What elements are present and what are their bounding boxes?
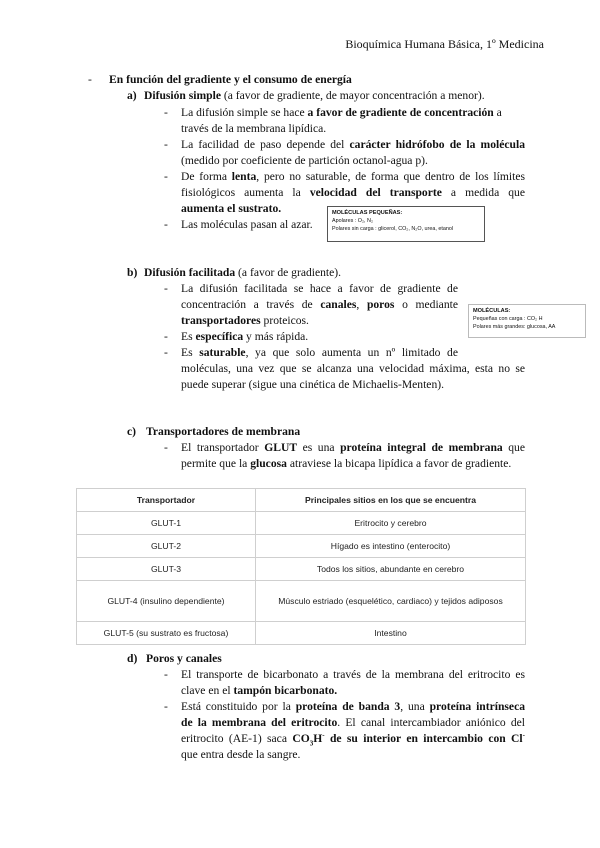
section-bullet: -	[88, 73, 92, 86]
item-c-label: c)	[127, 425, 137, 438]
table-cell: Todos los sitios, abundante en cerebro	[256, 558, 526, 581]
bullet-dash: -	[164, 138, 168, 151]
table-header-row	[77, 489, 526, 512]
bullet-dash: -	[164, 106, 168, 119]
a-bullet-3: De forma lenta, pero no saturable, de forma que dentro de los límites fisiológicos aumenta la velocidad del transporte a medida que aumenta el sustrato.	[181, 170, 525, 215]
table-cell: Eritrocito y cerebro	[256, 512, 526, 535]
b-bullet-1: La difusión facilitada se hace a favor de gradiente de concentración a través de canales, poros o mediante transportadores proteicos.	[181, 282, 458, 327]
bullet-dash: -	[164, 346, 168, 359]
item-b-heading	[144, 265, 341, 281]
bullet-dash: -	[164, 441, 168, 454]
item-a-label: a)	[127, 89, 137, 102]
page-header: Bioquímica Humana Básica, 1º Medicina	[345, 37, 544, 51]
table-row	[77, 622, 526, 645]
table-cell: GLUT-5 (su sustrato es fructosa)	[77, 622, 256, 645]
item-d-label: d)	[127, 652, 138, 665]
item-d-title: Poros y canales	[146, 652, 222, 665]
bullet-dash: -	[164, 282, 168, 295]
a-bullet-1: La difusión simple se hace a favor de gradiente de concentración a través de la membrana lipídica.	[181, 106, 502, 135]
b-bullet-2: Es específica y más rápida.	[181, 330, 309, 343]
table-row	[77, 581, 526, 622]
table-header: Principales sitios en los que se encuentra	[256, 489, 526, 512]
table-cell: Músculo estriado (esquelético, cardiaco) y tejidos adiposos	[256, 581, 526, 622]
b-bullet-3: Es saturable, ya que solo aumenta un nº limitado de moléculas, una vez que se alcanza una velocidad máxima, esta no se puede superar (sigue una cinética de Michaelis-Menten).	[181, 346, 525, 391]
item-b-title: Difusión facilitada	[144, 266, 236, 279]
bullet-dash: -	[164, 218, 168, 231]
table-header: Transportador	[77, 489, 256, 512]
item-b-subtitle: (a favor de gradiente).	[235, 266, 342, 279]
table-row	[77, 535, 526, 558]
bullet-dash: -	[164, 668, 168, 681]
a-bullet-4: Las moléculas pasan al azar.	[181, 218, 313, 231]
table-cell: GLUT-1	[77, 512, 256, 535]
small-molecules-box: MOLÉCULAS PEQUEÑAS: Apolares : O₂, N₂ Polares sin carga : glicerol, CO₂, N₂O, urea, etanol	[327, 206, 485, 242]
bullet-dash: -	[164, 170, 168, 183]
bullet-dash: -	[164, 700, 168, 713]
table-cell: GLUT-2	[77, 535, 256, 558]
item-a-heading	[144, 88, 485, 104]
table-cell: GLUT-4 (insulino dependiente)	[77, 581, 256, 622]
molecules-box: MOLÉCULAS: Pequeñas con carga : CO₂ H Polares más grandes: glucosa, AA	[468, 304, 586, 338]
table-cell: Intestino	[256, 622, 526, 645]
glut-table	[76, 488, 526, 645]
c-bullet-1: El transportador GLUT es una proteína integral de membrana que permite que la glucosa atraviese la bicapa lipídica a favor de gradiente.	[181, 441, 525, 470]
item-a-subtitle: (a favor de gradiente, de mayor concentración a menor).	[220, 89, 485, 102]
item-a-title: Difusión simple	[144, 89, 221, 102]
table-cell: GLUT-3	[77, 558, 256, 581]
section-title: En función del gradiente y el consumo de energía	[109, 73, 352, 86]
table-row	[77, 558, 526, 581]
a-bullet-2: La facilidad de paso depende del carácter hidrófobo de la molécula (medido por coeficiente de partición octanol-agua p).	[181, 138, 525, 167]
d-bullet-1: El transporte de bicarbonato a través de la membrana del eritrocito es clave en el tampón bicarbonato.	[181, 668, 525, 697]
table-row	[77, 512, 526, 535]
item-c-title: Transportadores de membrana	[146, 425, 301, 438]
bullet-dash: -	[164, 330, 168, 343]
d-bullet-2: Está constituido por la proteína de banda 3, una proteína intrínseca de la membrana del eritrocito. El canal intercambiador aniónico del eritrocito (AE-1) saca $CO_3H^-$ de su interior en intercambio con Cl- que entra desde la sangre.	[181, 700, 526, 761]
item-b-label: b)	[127, 266, 138, 279]
table-cell: Hígado es intestino (enterocito)	[256, 535, 526, 558]
